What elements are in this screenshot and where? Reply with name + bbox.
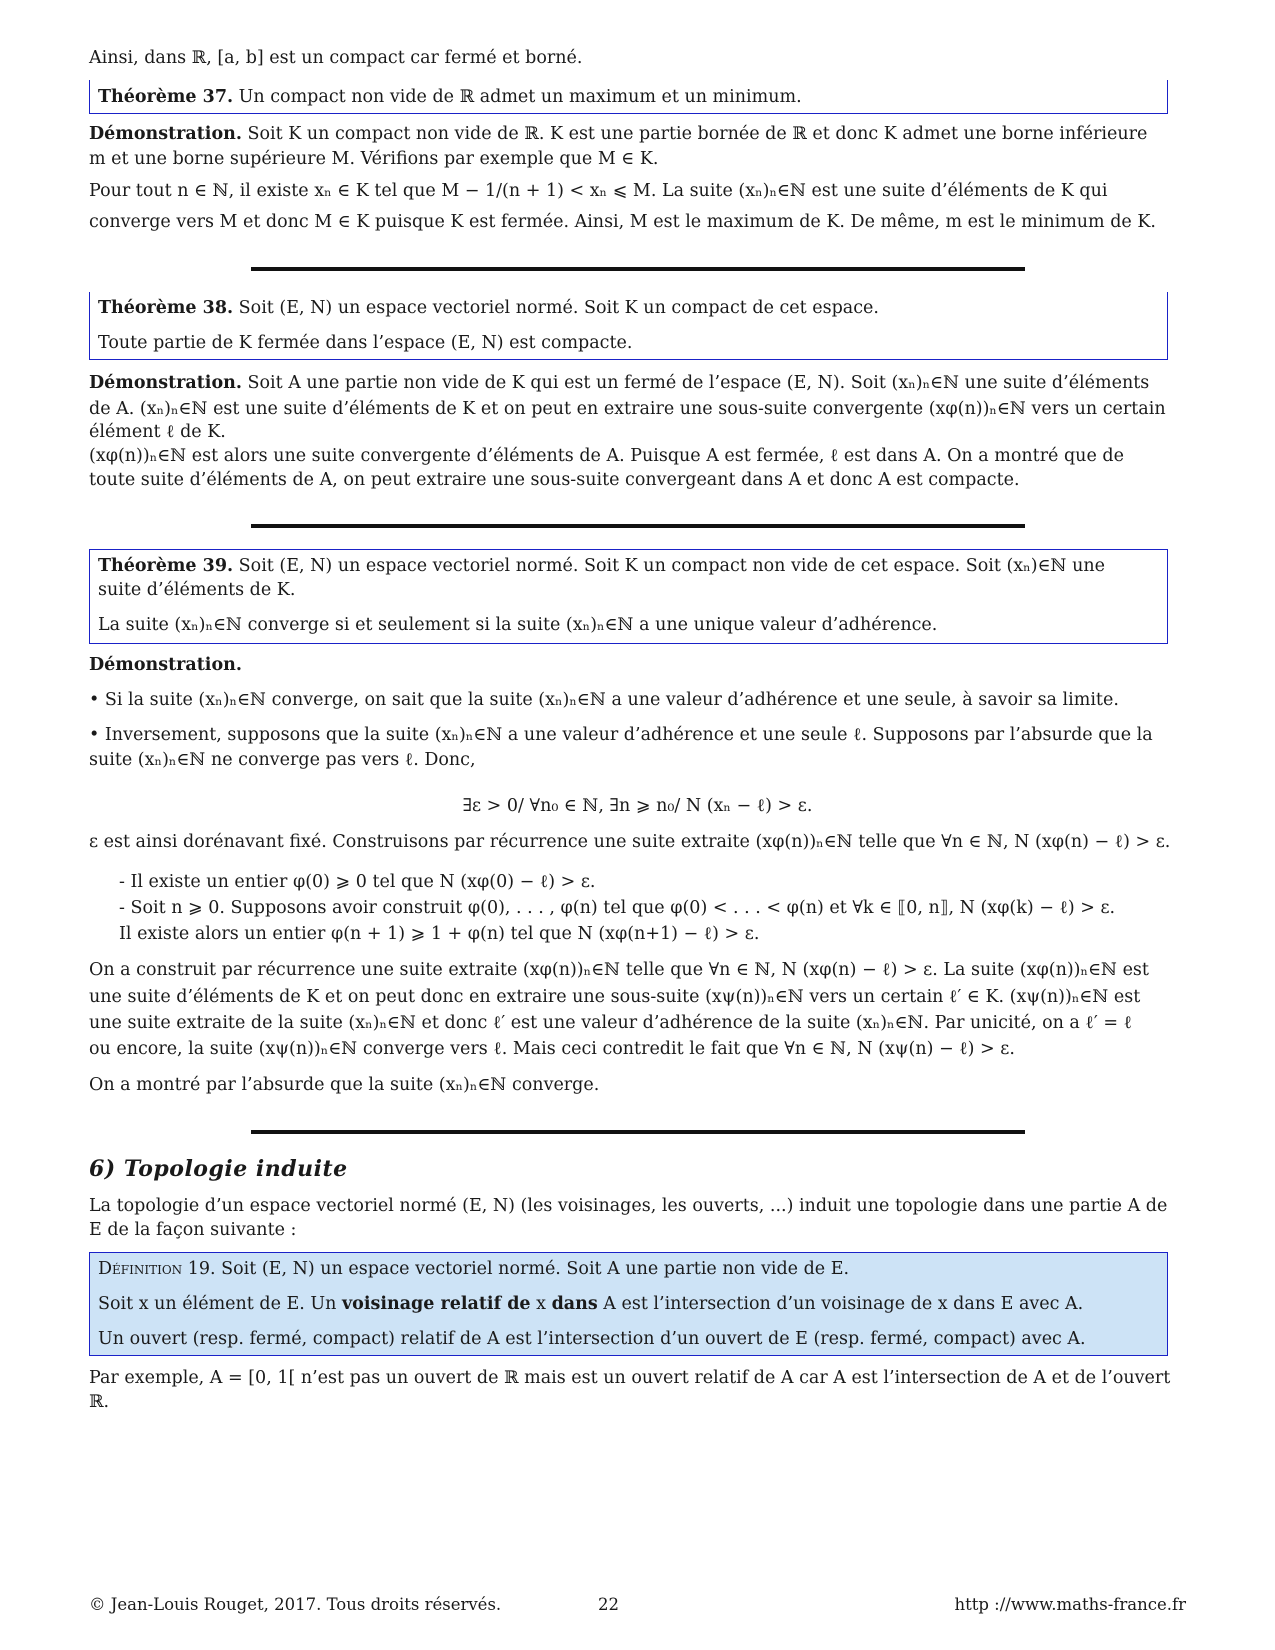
proof-38-line-5: toute suite d’éléments de A, on peut extraire une sous-suite convergeant dans A et donc A est compacte. xyxy=(89,470,1020,490)
definition-19-line-3: Un ouvert (resp. fermé, compact) relatif de A est l’intersection d’un ouvert de E (resp. fermé, compact) avec A. xyxy=(98,1329,1086,1349)
example-line-2: ℝ. xyxy=(89,1392,110,1412)
proof-37-line-1: Démonstration. Soit K un compact non vide de ℝ. K est une partie bornée de ℝ et donc K admet une borne inférieure xyxy=(89,124,1148,144)
proof-39-conclusion-line-4: ou encore, la suite (xψ(n))ₙ∈ℕ converge vers ℓ. Mais ceci contredit le fait que ∀n ∈ ℕ, N (xψ(n) − ℓ) > ε. xyxy=(89,1039,1015,1059)
proof-39-bullet-1: • Si la suite (xₙ)ₙ∈ℕ converge, on sait que la suite (xₙ)ₙ∈ℕ a une valeur d’adhérence et une seule, à savoir sa limite. xyxy=(89,690,1119,710)
footer-page-number: 22 xyxy=(598,1595,619,1614)
theorem-39-box xyxy=(89,549,1168,644)
proof-39-label: Démonstration. xyxy=(89,655,242,675)
theorem-37-text: Un compact non vide de ℝ admet un maximum et un minimum. xyxy=(233,87,802,107)
proof-37-line-4: converge vers M et donc M ∈ K puisque K est fermée. Ainsi, M est le maximum de K. De même, m est le minimum de K. xyxy=(89,212,1156,232)
proof-39-bullet-2-line-2: suite (xₙ)ₙ∈ℕ ne converge pas vers ℓ. Donc, xyxy=(89,750,476,770)
proof-39-bullet-2-line-1: • Inversement, supposons que la suite (xₙ)ₙ∈ℕ a une valeur d’adhérence et une seule ℓ. Supposons par l’absurde que la xyxy=(89,725,1153,745)
proof-39-item-3: Il existe alors un entier φ(n + 1) ⩾ 1 + φ(n) tel que N (xφ(n+1) − ℓ) > ε. xyxy=(119,924,760,944)
proof-38-line-3: élément ℓ de K. xyxy=(89,422,226,442)
example-line-1: Par exemple, A = [0, 1[ n’est pas un ouvert de ℝ mais est un ouvert relatif de A car A est l’intersection de A et de l’ouvert xyxy=(89,1368,1171,1388)
proof-37-line-2: m et une borne supérieure M. Vérifions par exemple que M ∈ K. xyxy=(89,149,659,169)
proof-39-conclusion-line-2: une suite d’éléments de K et on peut donc en extraire une sous-suite (xψ(n))ₙ∈ℕ vers un certain ℓ′ ∈ K. (xψ(n))ₙ∈ℕ est xyxy=(89,987,1141,1007)
proof-37-label: Démonstration. xyxy=(89,124,242,144)
theorem-38-line-2: Toute partie de K fermée dans l’espace (E, N) est compacte. xyxy=(98,333,633,353)
proof-39-epsilon-line: ε est ainsi dorénavant fixé. Construisons par récurrence une suite extraite (xφ(n))ₙ∈ℕ telle que ∀n ∈ ℕ, N (xφ(n) − ℓ) > ε. xyxy=(89,832,1171,852)
intro-text: Ainsi, dans ℝ, [a, b] est un compact car fermé et borné. xyxy=(89,48,583,68)
footer-copyright: © Jean-Louis Rouget, 2017. Tous droits réservés. xyxy=(89,1595,502,1614)
section-6-intro-line-2: E de la façon suivante : xyxy=(89,1220,297,1240)
section-6-intro-line-1: La topologie d’un espace vectoriel normé (E, N) (les voisinages, les ouverts, ...) induit une topologie dans une partie A de xyxy=(89,1196,1168,1216)
definition-19-line-2: Soit x un élément de E. Un voisinage relatif de x dans A est l’intersection d’un voisinage de x dans E avec A. xyxy=(98,1294,1084,1314)
proof-39-item-1: - Il existe un entier φ(0) ⩾ 0 tel que N (xφ(0) − ℓ) > ε. xyxy=(119,872,596,892)
definition-19-label: Définition 19. xyxy=(98,1259,216,1279)
theorem-38-line-1: Théorème 38. Soit (E, N) un espace vectoriel normé. Soit K un compact de cet espace. xyxy=(98,298,879,318)
proof-38-line-1: Démonstration. Soit A une partie non vide de K qui est un fermé de l’espace (E, N). Soit (xₙ)ₙ∈ℕ une suite d’éléments xyxy=(89,373,1150,393)
definition-19-box xyxy=(89,1252,1168,1356)
proof-39-formula: ∃ε > 0/ ∀n₀ ∈ ℕ, ∃n ⩾ n₀/ N (xₙ − ℓ) > ε. xyxy=(462,796,813,816)
proof-38-line-4: (xφ(n))ₙ∈ℕ est alors une suite convergente d’éléments de A. Puisque A est fermée, ℓ est dans A. On a montré que de xyxy=(89,446,1124,466)
separator-rule-1 xyxy=(251,267,1025,271)
theorem-39-line-2: suite d’éléments de K. xyxy=(98,580,296,600)
theorem-39-line-3: La suite (xₙ)ₙ∈ℕ converge si et seulement si la suite (xₙ)ₙ∈ℕ a une unique valeur d’adhérence. xyxy=(98,615,938,635)
proof-39-end: On a montré par l’absurde que la suite (xₙ)ₙ∈ℕ converge. xyxy=(89,1075,600,1095)
theorem-39-label: Théorème 39. xyxy=(98,556,234,576)
separator-rule-3 xyxy=(251,1130,1025,1134)
proof-37-line-3: Pour tout n ∈ ℕ, il existe xₙ ∈ K tel que M − 1/(n + 1) < xₙ ⩽ M. La suite (xₙ)ₙ∈ℕ est une suite d’éléments de K qui xyxy=(89,181,1108,201)
theorem-37-statement xyxy=(98,85,1159,110)
theorem-38-label: Théorème 38. xyxy=(98,298,234,318)
definition-19-line-1: Définition 19. Soit (E, N) un espace vectoriel normé. Soit A une partie non vide de E. xyxy=(98,1259,850,1279)
proof-39-conclusion-line-3: une suite extraite de la suite (xₙ)ₙ∈ℕ et donc ℓ′ est une valeur d’adhérence de la suite (xₙ)ₙ∈ℕ. Par unicité, on a ℓ′ = ℓ xyxy=(89,1013,1132,1033)
section-6-title: 6) Topologie induite xyxy=(89,1156,348,1182)
footer-url[interactable]: http ://www.maths-france.fr xyxy=(954,1595,1186,1614)
proof-39-item-2: - Soit n ⩾ 0. Supposons avoir construit φ(0), . . . , φ(n) tel que φ(0) < . . . < φ(n) et ∀k ∈ ⟦0, n⟧, N (xφ(k) − ℓ) > ε. xyxy=(119,898,1116,918)
proof-39-conclusion-line-1: On a construit par récurrence une suite extraite (xφ(n))ₙ∈ℕ telle que ∀n ∈ ℕ, N (xφ(n) − ℓ) > ε. La suite (xφ(n))ₙ∈ℕ est xyxy=(89,960,1149,980)
proof-38-label: Démonstration. xyxy=(89,373,242,393)
theorem-37-label: Théorème 37. xyxy=(98,87,234,107)
theorem-39-line-1: Théorème 39. Soit (E, N) un espace vectoriel normé. Soit K un compact non vide de cet espace. Soit (xₙ)∈ℕ une xyxy=(98,556,1105,576)
separator-rule-2 xyxy=(251,524,1025,528)
theorem-38-box xyxy=(89,292,1168,360)
proof-38-line-2: de A. (xₙ)ₙ∈ℕ est une suite d’éléments de K et on peut en extraire une sous-suite convergente (xφ(n))ₙ∈ℕ vers un certain xyxy=(89,399,1166,419)
theorem-37-box xyxy=(89,80,1168,114)
